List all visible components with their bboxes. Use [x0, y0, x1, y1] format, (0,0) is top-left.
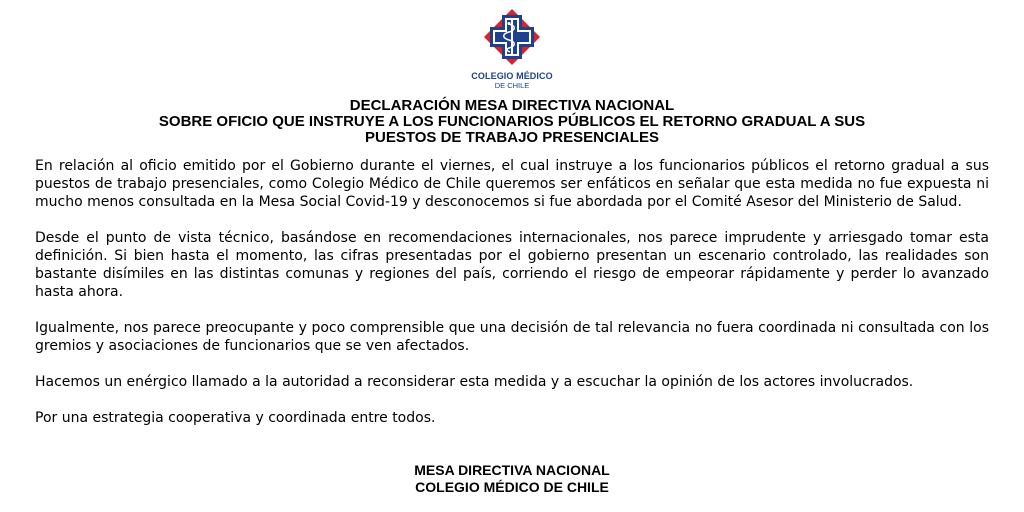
logo-name-line1: COLEGIO MÉDICO	[471, 71, 553, 81]
paragraph-2: Desde el punto de vista técnico, basándose en recomendaciones internacionales, nos parece imprudente y arriesgado tomar esta definición. Si bien hasta el momento, las cifras presentadas por el gobierno presentan un escenario controlado, las realidades son bastante disímiles en las distintas comunas y regiones del país, corriendo el riesgo de empeorar rápidamente y perder lo avanzado hasta ahora.	[35, 230, 989, 300]
paragraph-4: Hacemos un enérgico llamado a la autoridad a reconsiderar esta medida y a escuchar la opinión de los actores involucrados.	[35, 374, 914, 390]
title-line-1: DECLARACIÓN MESA DIRECTIVA NACIONAL	[349, 97, 675, 114]
paragraph-1: En relación al oficio emitido por el Gobierno durante el viernes, el cual instruye a los funcionarios públicos el retorno gradual a sus puestos de trabajo presenciales, como Colegio Médico de Chile queremos ser enfáticos en señalar que esta medida no fue expuesta ni mucho menos consultada en la Mesa Social Covid-19 y desconocemos si fue abordada por el Comité Asesor del Ministerio de Salud.	[35, 158, 989, 210]
signature-line-1: MESA DIRECTIVA NACIONAL	[414, 462, 610, 478]
colegio-medico-logo	[462, 8, 562, 92]
logo-name-line2: DE CHILE	[494, 81, 530, 90]
paragraph-5: Por una estrategia cooperativa y coordinada entre todos.	[35, 410, 436, 426]
title-line-2: SOBRE OFICIO QUE INSTRUYE A LOS FUNCIONARIOS PÚBLICOS EL RETORNO GRADUAL A SUS	[158, 113, 866, 130]
signature-line-2: COLEGIO MÉDICO DE CHILE	[415, 479, 609, 495]
signature-block	[0, 462, 1024, 496]
paragraph-3: Igualmente, nos parece preocupante y poco comprensible que una decisión de tal relevancia no fuera coordinada ni consultada con los gremios y asociaciones de funcionarios que se ven afectados.	[35, 320, 989, 354]
statement-title	[0, 98, 1024, 146]
title-line-3: PUESTOS DE TRABAJO PRESENCIALES	[365, 129, 659, 146]
statement-body	[35, 157, 989, 427]
medical-cross-shield-icon	[483, 8, 541, 68]
